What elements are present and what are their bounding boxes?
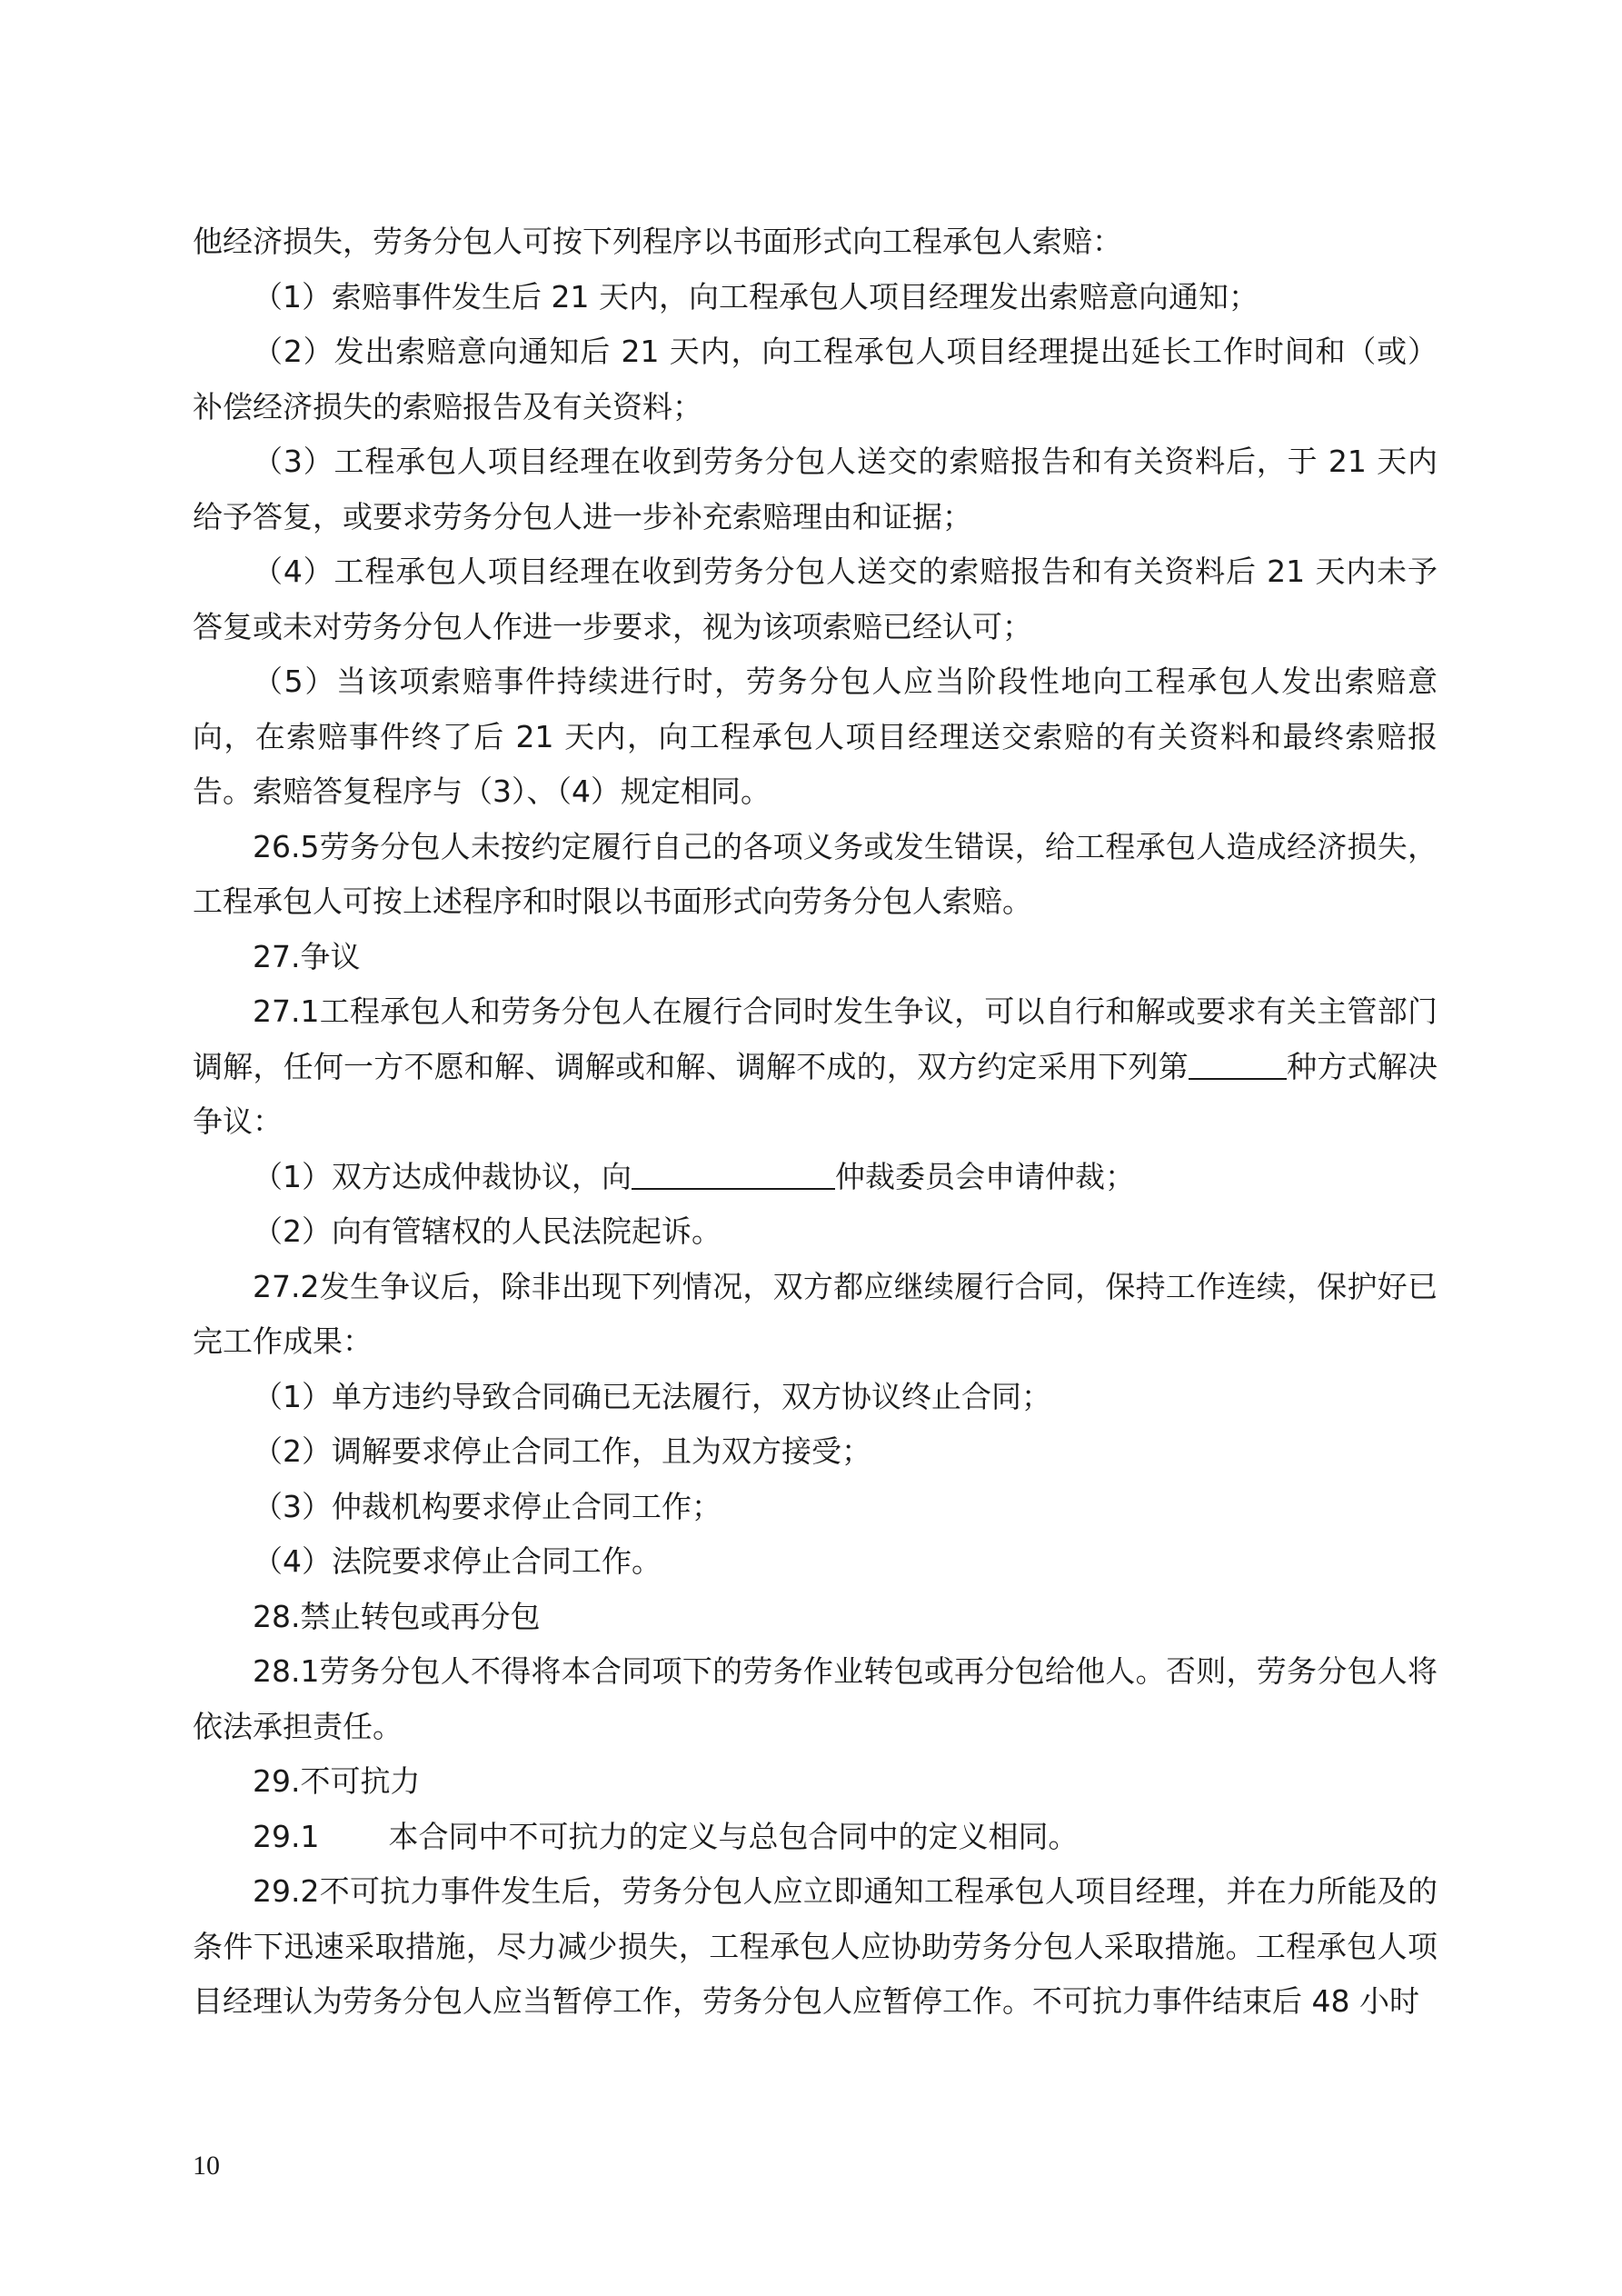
page-number: 10 [193,2151,220,2181]
exception-2: （2）调解要求停止合同工作，且为双方接受； [253,1433,871,1469]
claim-step-2: （2）发出索赔意向通知后 21 天内，向工程承包人项目经理提出延长工作时间和（或）补偿经济损失的索赔报告及有关资料； [193,334,1438,424]
exception-1: （1）单方违约导致合同确已无法履行，双方协议终止合同； [253,1378,1051,1414]
dispute-option-1-text-a: （1）双方达成仲裁协议，向 [253,1158,632,1194]
dispute-option-1 [193,1150,1438,1205]
dispute-option-1-text-b: 仲裁委员会申请仲裁； [835,1158,1135,1194]
claim-step-3: （3）工程承包人项目经理在收到劳务分包人送交的索赔报告和有关资料后，于 21 天内给予答复，或要求劳务分包人进一步补充索赔理由和证据； [193,444,1438,534]
claim-step-5: （5）当该项索赔事件持续进行时，劳务分包人应当阶段性地向工程承包人发出索赔意向，在索赔事件终了后 21 天内，向工程承包人项目经理送交索赔的有关资料和最终索赔报告。索赔答复程序与（3）、（4）规定相同。 [193,664,1438,809]
dispute-option-2: （2）向有管辖权的人民法院起诉。 [253,1213,721,1249]
clause-28-1: 28.1劳务分包人不得将本合同项下的劳务作业转包或再分包给他人。否则，劳务分包人将依法承担责任。 [193,1653,1438,1744]
exception-4: （4）法院要求停止合同工作。 [253,1543,662,1579]
clause-27-2: 27.2发生争议后，除非出现下列情况，双方都应继续履行合同，保持工作连续，保护好已完工作成果： [193,1268,1438,1359]
document-body [193,215,1438,2030]
clause-29-1-number: 29.1 [253,1818,320,1854]
clause-26-5: 26.5劳务分包人未按约定履行自己的各项义务或发生错误，给工程承包人造成经济损失，工程承包人可按上述程序和时限以书面形式向劳务分包人索赔。 [193,828,1438,919]
clause-29-1-text: 本合同中不可抗力的定义与总包合同中的定义相同。 [388,1818,1079,1854]
clause-29-2: 29.2不可抗力事件发生后，劳务分包人应立即通知工程承包人项目经理，并在力所能及的条件下迅速采取措施，尽力减少损失，工程承包人应协助劳务分包人采取措施。工程承包人项目经理认为劳务分包人应当暂停工作，劳务分包人应暂停工作。不可抗力事件结束后 48 小时 [193,1873,1438,2019]
dispute-method-blank [1189,1046,1287,1080]
section-heading-27: 27.争议 [253,938,361,974]
clause-27-1-text-a: 27.1工程承包人和劳务分包人在履行合同时发生争议，可以自行和解或要求有关主管部门调解，任何一方不愿和解、调解或和解、调解不成的，双方约定采用下列第 [193,993,1438,1084]
claim-step-1: （1）索赔事件发生后 21 天内，向工程承包人项目经理发出索赔意向通知； [253,278,1259,314]
section-heading-29: 29.不可抗力 [253,1763,421,1799]
section-heading-28: 28.禁止转包或再分包 [253,1598,541,1634]
clause-27-1 [193,984,1438,1150]
clause-29-1 [193,1810,1438,1865]
clause-27-1-text-b: 种方式解决争议： [193,1048,1438,1139]
arbitration-commission-blank [632,1156,835,1190]
paragraph-continuation: 他经济损失，劳务分包人可按下列程序以书面形式向工程承包人索赔： [193,224,1122,259]
exception-3: （3）仲裁机构要求停止合同工作； [253,1488,721,1524]
claim-step-4: （4）工程承包人项目经理在收到劳务分包人送交的索赔报告和有关资料后 21 天内未予答复或未对劳务分包人作进一步要求，视为该项索赔已经认可； [193,554,1438,644]
